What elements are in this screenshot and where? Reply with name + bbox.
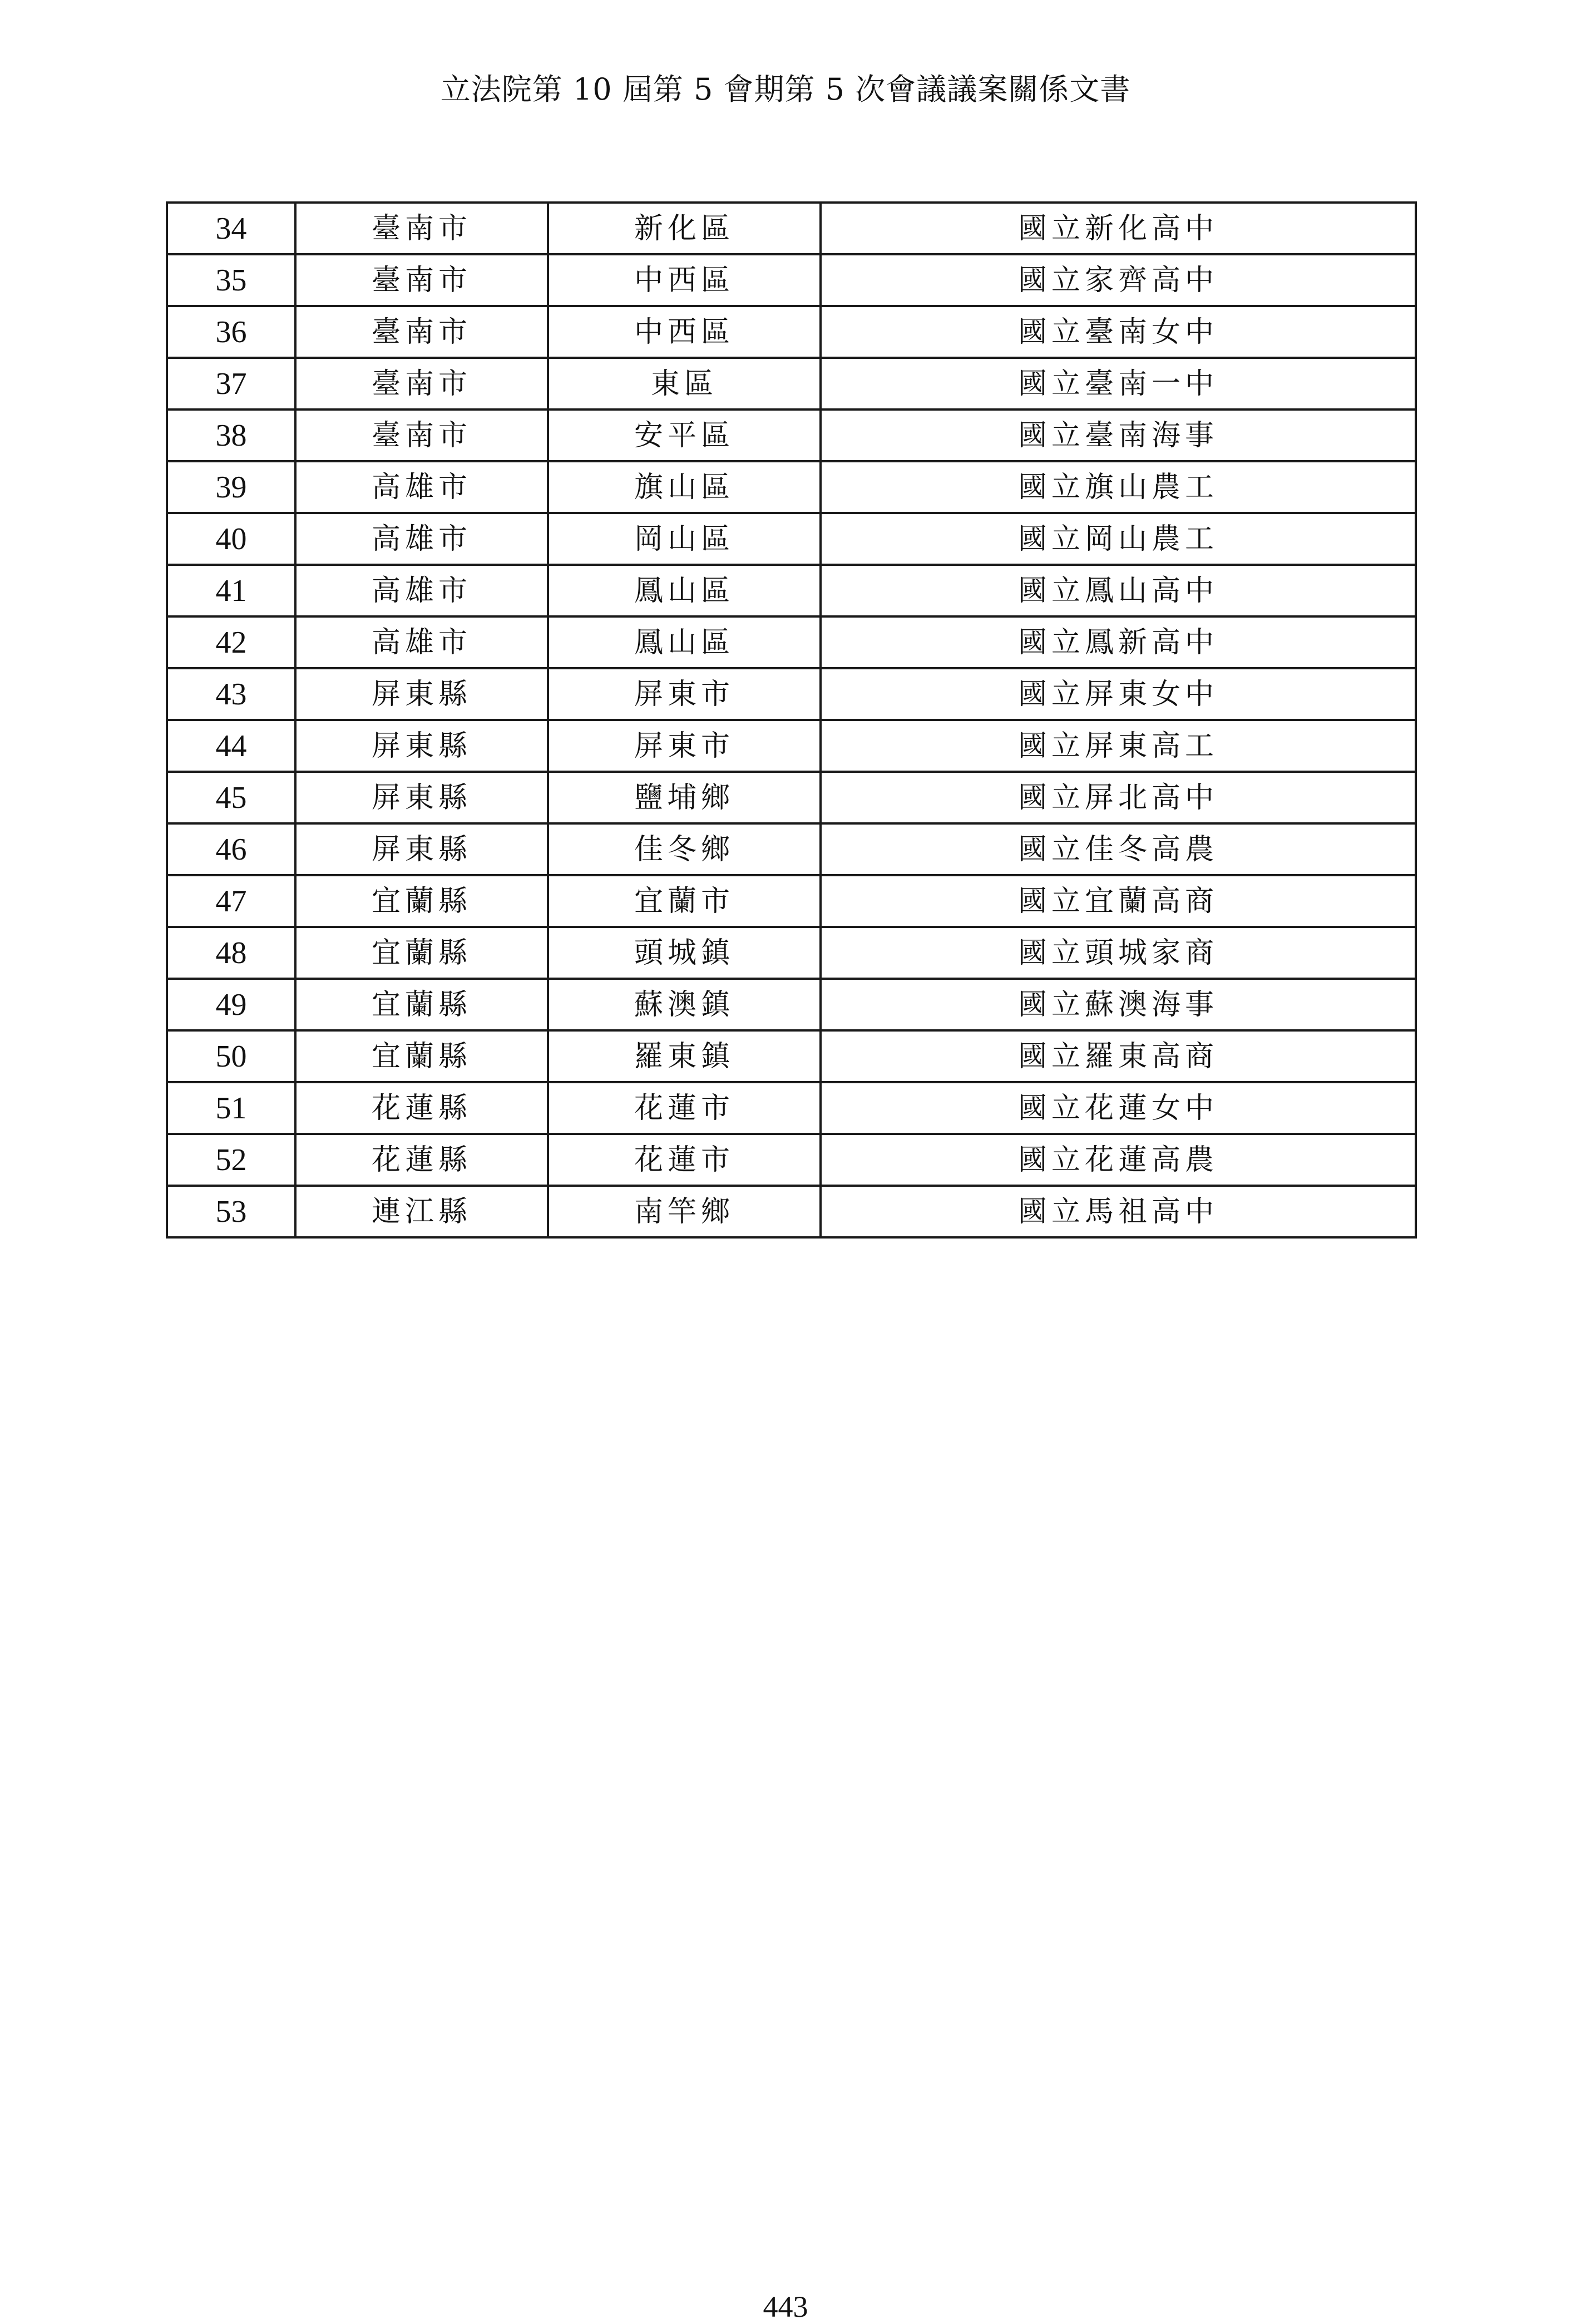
table-row: [167, 1186, 1416, 1237]
school-cell: 國立旗山農工: [821, 461, 1416, 513]
table-row: [167, 1082, 1416, 1134]
school-cell: 國立羅東高商: [821, 1030, 1416, 1082]
district-cell: 中西區: [548, 306, 821, 358]
county-cell: 臺南市: [295, 254, 548, 306]
district-cell: 鹽埔鄉: [548, 772, 821, 823]
district-cell: 安平區: [548, 409, 821, 461]
table-row: [167, 306, 1416, 358]
district-cell: 旗山區: [548, 461, 821, 513]
row-number-cell: 53: [167, 1186, 295, 1237]
row-number-cell: 41: [167, 565, 295, 616]
row-number-cell: 39: [167, 461, 295, 513]
school-cell: 國立鳳新高中: [821, 616, 1416, 668]
row-number-cell: 48: [167, 927, 295, 979]
district-cell: 羅東鎮: [548, 1030, 821, 1082]
table-row: [167, 875, 1416, 927]
row-number-cell: 52: [167, 1134, 295, 1186]
row-number-cell: 43: [167, 668, 295, 720]
district-cell: 頭城鎮: [548, 927, 821, 979]
county-cell: 高雄市: [295, 513, 548, 565]
school-cell: 國立鳳山高中: [821, 565, 1416, 616]
table-row: [167, 720, 1416, 772]
row-number-cell: 45: [167, 772, 295, 823]
table-row: [167, 1030, 1416, 1082]
row-number-cell: 47: [167, 875, 295, 927]
school-cell: 國立蘇澳海事: [821, 979, 1416, 1030]
school-cell: 國立家齊高中: [821, 254, 1416, 306]
county-cell: 高雄市: [295, 461, 548, 513]
county-cell: 花蓮縣: [295, 1082, 548, 1134]
school-cell: 國立花蓮高農: [821, 1134, 1416, 1186]
table-row: [167, 616, 1416, 668]
row-number-cell: 38: [167, 409, 295, 461]
row-number-cell: 34: [167, 203, 295, 254]
county-cell: 臺南市: [295, 203, 548, 254]
table-row: [167, 668, 1416, 720]
school-cell: 國立屏東高工: [821, 720, 1416, 772]
table-row: [167, 203, 1416, 254]
table-row: [167, 409, 1416, 461]
row-number-cell: 51: [167, 1082, 295, 1134]
row-number-cell: 35: [167, 254, 295, 306]
county-cell: 宜蘭縣: [295, 875, 548, 927]
school-table: [166, 201, 1417, 1239]
district-cell: 南竿鄉: [548, 1186, 821, 1237]
row-number-cell: 37: [167, 358, 295, 409]
district-cell: 宜蘭市: [548, 875, 821, 927]
table-row: [167, 254, 1416, 306]
row-number-cell: 44: [167, 720, 295, 772]
county-cell: 臺南市: [295, 306, 548, 358]
county-cell: 宜蘭縣: [295, 927, 548, 979]
school-cell: 國立佳冬高農: [821, 823, 1416, 875]
county-cell: 屏東縣: [295, 772, 548, 823]
school-cell: 國立馬祖高中: [821, 1186, 1416, 1237]
county-cell: 宜蘭縣: [295, 979, 548, 1030]
row-number-cell: 42: [167, 616, 295, 668]
table-row: [167, 823, 1416, 875]
district-cell: 花蓮市: [548, 1134, 821, 1186]
district-cell: 佳冬鄉: [548, 823, 821, 875]
school-cell: 國立屏東女中: [821, 668, 1416, 720]
county-cell: 屏東縣: [295, 823, 548, 875]
table-row: [167, 565, 1416, 616]
district-cell: 中西區: [548, 254, 821, 306]
county-cell: 臺南市: [295, 358, 548, 409]
school-cell: 國立臺南女中: [821, 306, 1416, 358]
row-number-cell: 49: [167, 979, 295, 1030]
school-cell: 國立花蓮女中: [821, 1082, 1416, 1134]
district-cell: 東區: [548, 358, 821, 409]
school-cell: 國立宜蘭高商: [821, 875, 1416, 927]
row-number-cell: 36: [167, 306, 295, 358]
county-cell: 花蓮縣: [295, 1134, 548, 1186]
table-row: [167, 358, 1416, 409]
county-cell: 宜蘭縣: [295, 1030, 548, 1082]
school-cell: 國立臺南海事: [821, 409, 1416, 461]
district-cell: 新化區: [548, 203, 821, 254]
school-cell: 國立岡山農工: [821, 513, 1416, 565]
table-row: [167, 461, 1416, 513]
table-body: [167, 203, 1416, 1237]
school-cell: 國立新化高中: [821, 203, 1416, 254]
district-cell: 屏東市: [548, 668, 821, 720]
district-cell: 蘇澳鎮: [548, 979, 821, 1030]
row-number-cell: 46: [167, 823, 295, 875]
row-number-cell: 50: [167, 1030, 295, 1082]
county-cell: 高雄市: [295, 565, 548, 616]
row-number-cell: 40: [167, 513, 295, 565]
county-cell: 臺南市: [295, 409, 548, 461]
table-row: [167, 927, 1416, 979]
district-cell: 屏東市: [548, 720, 821, 772]
district-cell: 岡山區: [548, 513, 821, 565]
county-cell: 高雄市: [295, 616, 548, 668]
school-cell: 國立屏北高中: [821, 772, 1416, 823]
table-row: [167, 1134, 1416, 1186]
school-cell: 國立臺南一中: [821, 358, 1416, 409]
county-cell: 屏東縣: [295, 720, 548, 772]
page-header: 立法院第 10 屆第 5 會期第 5 次會議議案關係文書: [440, 72, 1131, 107]
district-cell: 鳳山區: [548, 616, 821, 668]
school-cell: 國立頭城家商: [821, 927, 1416, 979]
district-cell: 花蓮市: [548, 1082, 821, 1134]
district-cell: 鳳山區: [548, 565, 821, 616]
county-cell: 連江縣: [295, 1186, 548, 1237]
table-row: [167, 513, 1416, 565]
page-number: 443: [763, 2290, 808, 2323]
table-row: [167, 772, 1416, 823]
table-row: [167, 979, 1416, 1030]
county-cell: 屏東縣: [295, 668, 548, 720]
